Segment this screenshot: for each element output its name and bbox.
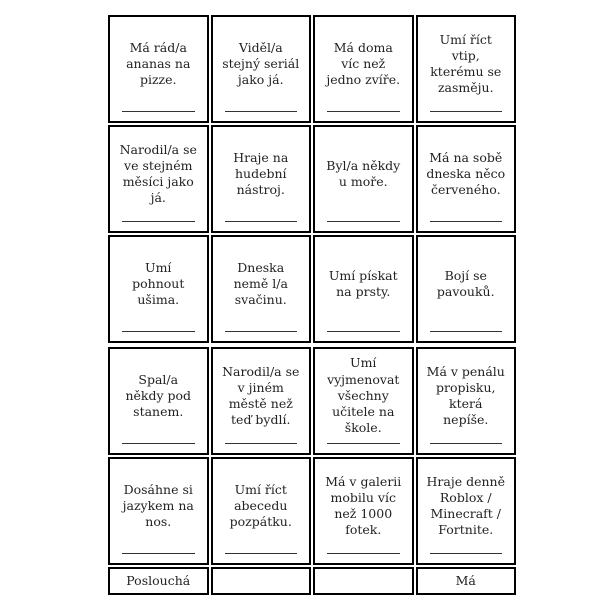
card-grid — [107, 14, 517, 596]
signature-line — [225, 553, 298, 554]
signature-line — [122, 221, 195, 222]
card-text: Má doma víc než jedno zvíře. — [326, 39, 401, 88]
signature-line — [122, 111, 195, 112]
card-text: Umí pohnout ušima. — [132, 259, 185, 308]
bingo-card — [211, 347, 312, 455]
signature-line — [327, 331, 400, 332]
bingo-card — [313, 15, 414, 123]
bingo-card — [313, 567, 414, 595]
bingo-card — [313, 347, 414, 455]
card-text: Má v galerii mobilu víc než 1000 fotek. — [325, 473, 402, 538]
bingo-card — [416, 347, 517, 455]
bingo-card — [211, 15, 312, 123]
card-text: Hraje denně Roblox / Minecraft / Fortnite. — [426, 473, 505, 538]
bingo-card — [416, 567, 517, 595]
card-text: Má — [455, 573, 476, 588]
bingo-card — [108, 235, 209, 343]
signature-line — [327, 221, 400, 222]
bingo-card — [416, 15, 517, 123]
signature-line — [430, 331, 503, 332]
bingo-card — [416, 457, 517, 565]
bingo-card — [416, 125, 517, 233]
card-text: Narodil/a se v jiném městě než teď bydlí. — [222, 363, 300, 428]
card-text: Umí říct vtip, kterému se zasměju. — [430, 31, 502, 96]
card-text: Hraje na hudební nástroj. — [233, 149, 289, 198]
bingo-card — [211, 235, 312, 343]
signature-line — [327, 443, 400, 444]
signature-line — [225, 331, 298, 332]
signature-line — [327, 111, 400, 112]
signature-line — [430, 443, 503, 444]
signature-line — [327, 553, 400, 554]
card-text: Umí vyjmenovat všechny učitele na škole. — [327, 355, 400, 436]
signature-line — [122, 331, 195, 332]
card-text: Má rád/a ananas na pizze. — [126, 39, 191, 88]
bingo-card — [108, 457, 209, 565]
signature-line — [430, 111, 503, 112]
bingo-card — [108, 125, 209, 233]
signature-line — [430, 221, 503, 222]
card-text: Spal/a někdy pod stanem. — [125, 371, 192, 420]
bingo-card — [211, 125, 312, 233]
bingo-card — [313, 457, 414, 565]
card-text: Narodil/a se ve stejném měsíci jako já. — [119, 141, 197, 206]
bingo-card — [108, 567, 209, 595]
card-text: Umí říct abecedu pozpátku. — [229, 481, 292, 530]
card-text: Dosáhne si jazykem na nos. — [122, 481, 194, 530]
bingo-card — [108, 347, 209, 455]
bingo-card — [211, 457, 312, 565]
bingo-card — [313, 125, 414, 233]
bingo-card — [108, 15, 209, 123]
signature-line — [430, 553, 503, 554]
bingo-card — [416, 235, 517, 343]
card-text: Umí pískat na prsty. — [328, 267, 398, 299]
card-text: Viděl/a stejný seriál jako já. — [222, 39, 300, 88]
bingo-card — [313, 235, 414, 343]
signature-line — [225, 221, 298, 222]
signature-line — [225, 111, 298, 112]
signature-line — [122, 553, 195, 554]
bingo-card — [211, 567, 312, 595]
card-text: Dneska nemě l/a svačinu. — [233, 259, 288, 308]
card-text: Má na sobě dneska něco červeného. — [426, 149, 506, 198]
card-text: Bojí se pavouků. — [436, 267, 495, 299]
card-text: Byl/a někdy u moře. — [326, 157, 401, 189]
signature-line — [122, 443, 195, 444]
signature-line — [225, 443, 298, 444]
card-text: Poslouchá — [126, 573, 191, 588]
card-text: Má v penálu propisku, která nepíše. — [426, 363, 505, 428]
